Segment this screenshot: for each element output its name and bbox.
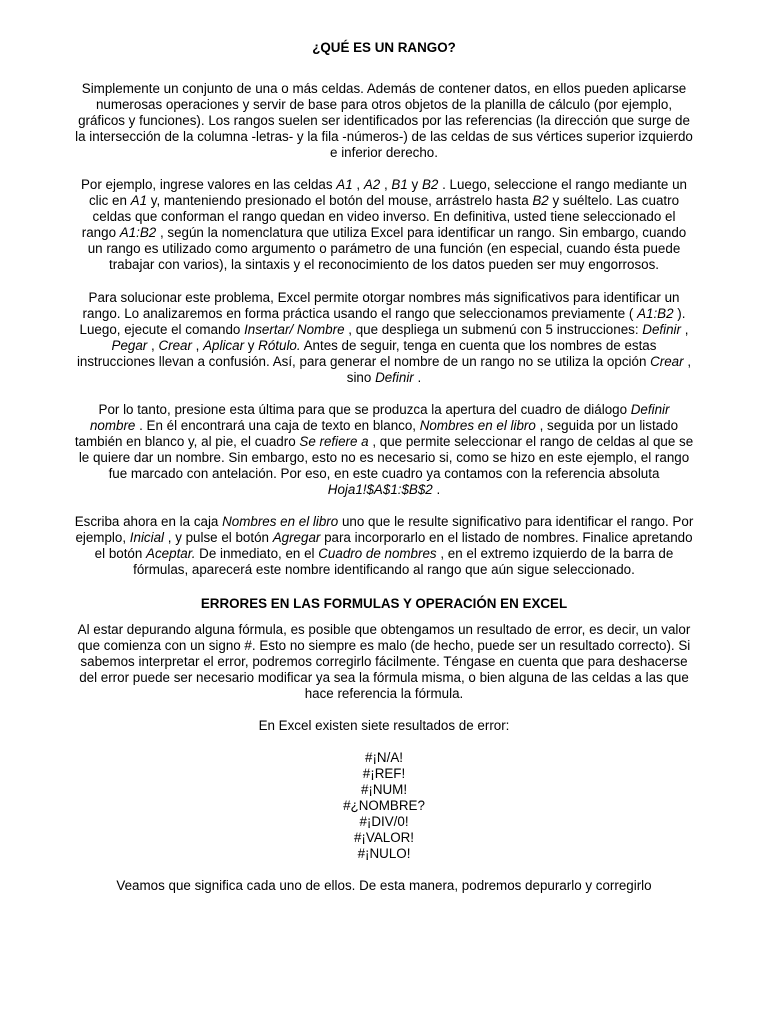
list-item: #¡VALOR! <box>353 830 415 845</box>
paragraph-agregar-nombre: Escriba ahora en la caja Nombres en el libro uno que le resulte significativo para identificar el rango. Por ejemplo, Inicial , y pulse el botón Agregar para incorporarlo en el listado de nombres. Finalice apretando el botón Aceptar. De inmediato, en el Cuadro de nombres , en el extremo izquierdo de la barra de fórmulas, aparecerá este nombre identificando al rango que aún sigue seleccionado. <box>74 514 694 577</box>
error-list <box>74 750 694 862</box>
paragraph-errores-closing: Veamos que significa cada uno de ellos. De esta manera, podremos depurarlo y corregirlo <box>116 878 652 893</box>
document-page <box>74 40 694 910</box>
paragraph-rango-example: Por ejemplo, ingrese valores en las celdas A1 , A2 , B1 y B2 . Luego, seleccione el rango mediante un clic en A1 y, manteniendo presionado el botón del mouse, arrástrelo hasta B2 y suéltelo. Las cuatro celdas que conforman el rango quedan en video inverso. En definitiva, usted tiene seleccionado el rango A1:B2 , según la nomenclatura que utiliza Excel para identificar un rango. Sin embargo, cuando un rango es utilizado como argumento o parámetro de una función (en especial, cuando ésta puede trabajar con varios), la sintaxis y el reconocimiento de los datos pueden ser muy engorrosos. <box>80 177 687 272</box>
page-title: ¿QUÉ ES UN RANGO? <box>312 40 456 55</box>
list-item: #¡DIV/0! <box>359 814 409 829</box>
paragraph-definir-nombre: Por lo tanto, presione esta última para que se produzca la apertura del cuadro de diálogo Definir nombre . En él encontrará una caja de texto en blanco, Nombres en el libro , seguida por un listado también en blanco y, al pie, el cuadro Se refiere a , que permite seleccionar el rango de celdas al que se le quiere dar un nombre. Sin embargo, esto no es necesario si, como se hizo en este ejemplo, el rango fue marcado con antelación. Por eso, en este cuadro ya contamos con la referencia absoluta Hoja1!$A$1:$B$2 . <box>74 402 694 497</box>
list-item: #¡NUM! <box>360 782 408 797</box>
list-item: #¡N/A! <box>365 750 403 765</box>
section-title-errores: ERRORES EN LAS FORMULAS Y OPERACIÓN EN EXCEL <box>200 596 568 611</box>
paragraph-errores-count: En Excel existen siete resultados de error: <box>258 718 510 733</box>
list-item: #¡NULO! <box>357 846 411 861</box>
list-item: #¡REF! <box>362 766 406 781</box>
paragraph-errores-intro: Al estar depurando alguna fórmula, es posible que obtengamos un resultado de error, es decir, un valor que comienza con un signo #. Esto no siempre es malo (de hecho, puede ser un resultado correcto). Si sabemos interpretar el error, podremos corregirlo fácilmente. Téngase en cuenta que para deshacerse del error puede ser necesario modificar ya sea la fórmula misma, o bien alguna de las celdas a las que hace referencia la fórmula. <box>77 622 691 701</box>
list-item: #¿NOMBRE? <box>343 798 425 813</box>
paragraph-rango-definition: Simplemente un conjunto de una o más celdas. Además de contener datos, en ellos pueden aplicarse numerosas operaciones y servir de base para otros objetos de la planilla de cálculo (por ejemplo, gráficos y funciones). Los rangos suelen ser identificados por las referencias (la dirección que surge de la intersección de la columna -letras- y la fila -números-) de las celdas de sus vértices superior izquierdo e inferior derecho. <box>75 81 693 160</box>
paragraph-rango-nombres: Para solucionar este problema, Excel permite otorgar nombres más significativos para identificar un rango. Lo analizaremos en forma práctica usando el rango que seleccionamos previamente ( A1:B2 ). Luego, ejecute el comando Insertar/ Nombre , que despliega un submenú con 5 instrucciones: Definir , Pegar , Crear , Aplicar y Rótulo. Antes de seguir, tenga en cuenta que los nombres de estas instrucciones llevan a confusión. Así, para generar el nombre de un rango no se utiliza la opción Crear , sino Definir . <box>76 290 692 385</box>
